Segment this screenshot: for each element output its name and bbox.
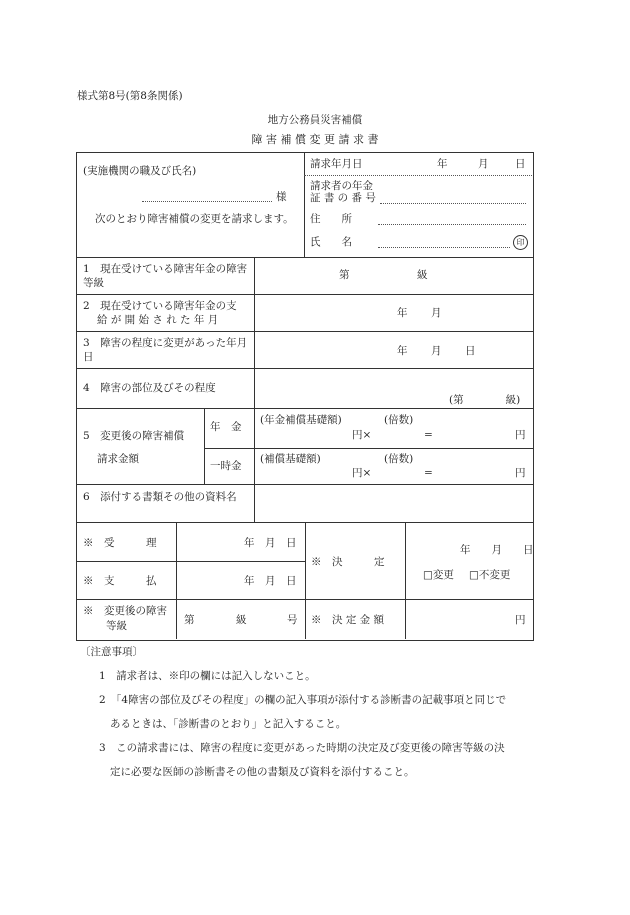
decision-date: 年 月 日 bbox=[460, 544, 534, 556]
row5-label-1: 5 変更後の障害補償 bbox=[83, 430, 185, 442]
form-title-line2: 障 害 補 償 変 更 請 求 書 bbox=[251, 133, 379, 146]
col-divider bbox=[305, 522, 306, 639]
name-line[interactable] bbox=[378, 247, 510, 248]
name-label: 氏 名 bbox=[310, 236, 352, 248]
row2-label-2: 給 が 開 始 さ れ た 年 月 bbox=[97, 314, 219, 326]
note-2-line-2: あるときは、「診断書のとおり」と記入すること。 bbox=[110, 718, 347, 730]
row3-year: 年 bbox=[397, 345, 408, 357]
row5-equals: = bbox=[424, 429, 433, 441]
note-2-line-1: 2 「4障害の部位及びその程度」の欄の記入事項が添付する診断書の記載事項と同じで bbox=[99, 694, 507, 706]
after-grade-label-1: ※ 変更後の障害 bbox=[83, 605, 167, 617]
payment-date: 年 月 日 bbox=[244, 575, 297, 587]
not-changed-checkbox[interactable]: □不変更 bbox=[469, 569, 511, 581]
col-divider bbox=[204, 408, 205, 484]
row5-comp-base: (補償基礎額) bbox=[260, 453, 321, 465]
pension-cert-line[interactable] bbox=[380, 203, 526, 204]
agency-label: (実施機関の職及び氏名) bbox=[83, 165, 197, 177]
request-date-year: 年 bbox=[437, 158, 448, 170]
request-date-divider bbox=[304, 175, 532, 176]
row1-label: 1 現在受けている障害年金の障害等級 bbox=[83, 263, 248, 290]
row5-yen-times-2: 円× bbox=[352, 467, 372, 479]
row2-month: 月 bbox=[431, 307, 442, 319]
row-divider bbox=[76, 408, 533, 409]
receipt-label: ※ 受 理 bbox=[83, 537, 157, 549]
col-divider bbox=[304, 152, 305, 257]
decided-amount-label: ※ 決 定 金 額 bbox=[311, 614, 385, 626]
row5-yen-times: 円× bbox=[352, 429, 372, 441]
after-grade-kyu: 級 bbox=[236, 614, 247, 626]
row2-year: 年 bbox=[397, 307, 408, 319]
col-divider bbox=[176, 522, 177, 639]
request-date-month: 月 bbox=[478, 158, 489, 170]
address-line[interactable] bbox=[378, 224, 526, 225]
row2-label-1: 2 現在受けている障害年金の支 bbox=[83, 300, 237, 312]
after-grade-dai: 第 bbox=[184, 614, 195, 626]
request-date-label: 請求年月日 bbox=[310, 158, 363, 170]
row4-grade: (第 級) bbox=[449, 394, 521, 406]
row3-month: 月 bbox=[431, 345, 442, 357]
request-text: 次のとおり障害補償の変更を請求します。 bbox=[95, 213, 294, 225]
agency-name-line[interactable] bbox=[142, 201, 272, 202]
note-3-line-1: 3 この請求書には、障害の程度に変更があった時期の決定及び変更後の障害等級の決 bbox=[99, 742, 505, 754]
decision-label: ※ 決 定 bbox=[311, 556, 385, 568]
row5-pension-base: (年金補償基礎額) bbox=[260, 414, 342, 426]
decided-amount-yen: 円 bbox=[515, 614, 526, 626]
row1-grade-suffix: 級 bbox=[417, 269, 428, 281]
note-1: 1 請求者は、※印の欄には記入しないこと。 bbox=[99, 670, 316, 682]
payment-label: ※ 支 払 bbox=[83, 575, 157, 587]
after-grade-go: 号 bbox=[287, 614, 298, 626]
row-divider bbox=[76, 257, 533, 258]
form-number: 様式第8号(第8条関係) bbox=[77, 90, 183, 102]
row5-multiplier: (倍数) bbox=[384, 414, 414, 426]
row-divider bbox=[76, 561, 305, 562]
after-grade-label-2: 等級 bbox=[106, 620, 127, 632]
changed-checkbox[interactable]: □変更 bbox=[423, 569, 454, 581]
row-divider bbox=[76, 484, 533, 485]
row5-pension-label: 年 金 bbox=[210, 421, 242, 433]
pension-cert-label-1: 請求者の年金 bbox=[310, 180, 373, 192]
form-title-line1: 地方公務員災害補償 bbox=[267, 114, 363, 126]
row1-grade-prefix: 第 bbox=[339, 269, 350, 281]
row5-equals-2: = bbox=[424, 467, 433, 479]
row6-label: 6 添付する書類その他の資料名 bbox=[83, 491, 237, 503]
col-divider bbox=[254, 257, 255, 522]
row5-yen: 円 bbox=[515, 429, 526, 441]
row-divider bbox=[76, 331, 533, 332]
row5-multiplier-2: (倍数) bbox=[384, 453, 414, 465]
receipt-date: 年 月 日 bbox=[244, 537, 297, 549]
row5-yen-2: 円 bbox=[515, 467, 526, 479]
request-date-day: 日 bbox=[515, 158, 526, 170]
row4-label: 4 障害の部位及びその程度 bbox=[83, 382, 216, 394]
notes-heading: 〔注意事項〕 bbox=[80, 646, 143, 658]
row3-day: 日 bbox=[465, 345, 476, 357]
note-3-line-2: 定に必要な医師の診断書その他の書類及び資料を添付すること。 bbox=[110, 766, 415, 778]
row-divider bbox=[76, 294, 533, 295]
honorific: 様 bbox=[276, 191, 287, 203]
address-label: 住 所 bbox=[310, 213, 352, 225]
row5-label-2: 請求金額 bbox=[97, 453, 139, 465]
seal-mark: 印 bbox=[513, 235, 528, 250]
row-divider bbox=[76, 368, 533, 369]
row5-lump-label: 一時金 bbox=[210, 460, 242, 472]
row3-label: 3 障害の程度に変更があった年月日 bbox=[83, 337, 248, 364]
col-divider bbox=[405, 522, 406, 639]
pension-cert-label-2: 証 書 の 番 号 bbox=[310, 192, 376, 204]
